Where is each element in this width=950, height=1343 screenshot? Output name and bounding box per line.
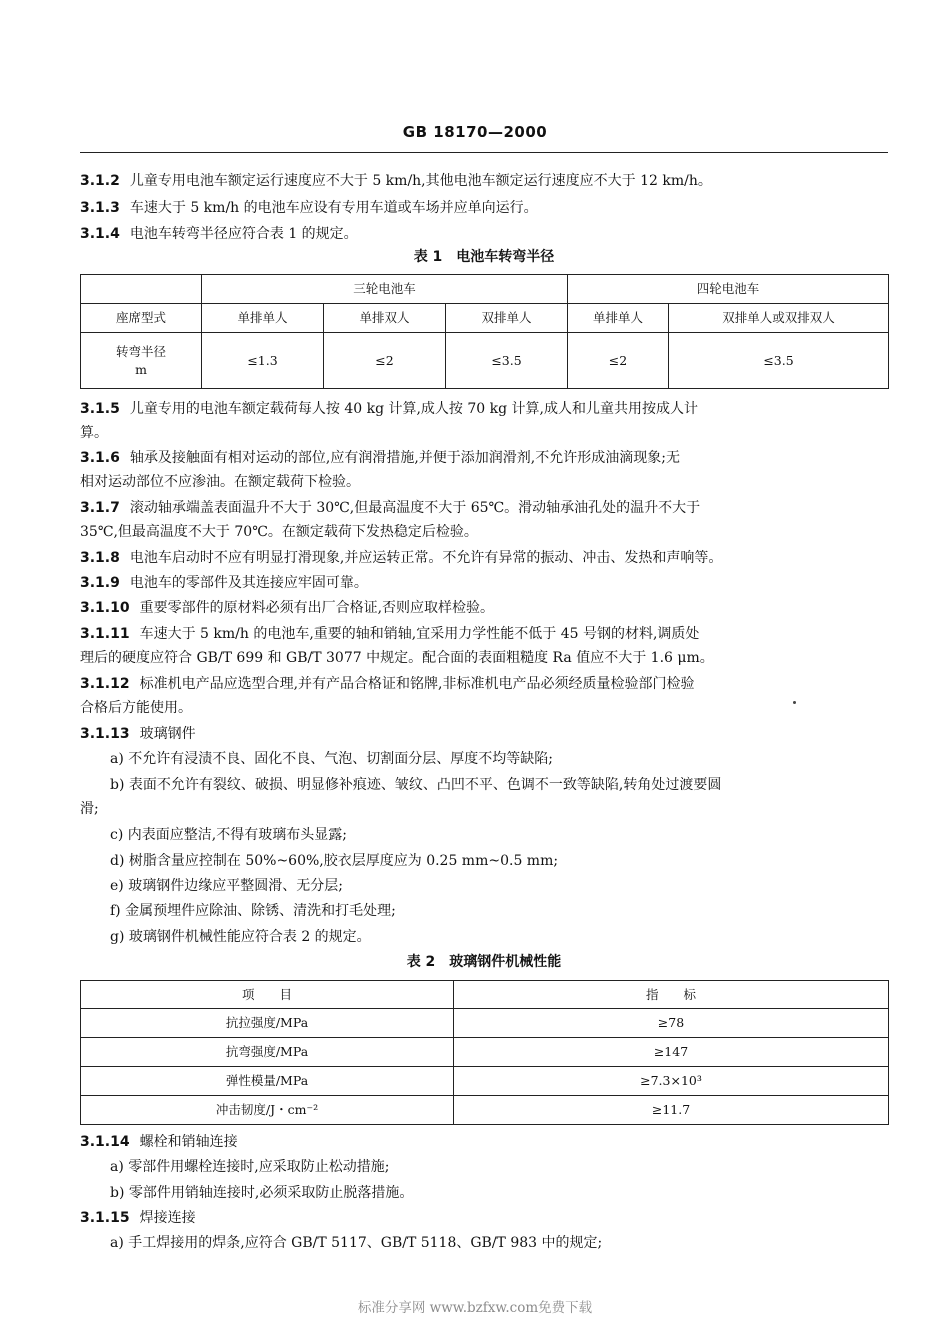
- clause-3-1-13-item-c: c) 内表面应整洁,不得有玻璃布头显露;: [110, 827, 347, 843]
- clause-3-1-5-cont: 算。: [80, 425, 108, 441]
- clause-3-1-15-item-a: a) 手工焊接用的焊条,应符合 GB/T 5117、GB/T 5118、GB/T 983 中的规定;: [110, 1235, 603, 1251]
- table2-value: ≥147: [454, 1038, 889, 1067]
- frp-mechanical-properties-table: [80, 980, 889, 1125]
- table1-row-header: 座席型式: [81, 304, 202, 333]
- clause-3-1-7-cont: 35℃,但最高温度不大于 70℃。在额定载荷下发热稳定后检验。: [80, 524, 478, 540]
- download-watermark-footer: 标准分享网 www.bzfxw.com免费下载: [357, 1300, 593, 1316]
- table2-value: ≥11.7: [454, 1096, 889, 1125]
- clause-3-1-13-item-e: e) 玻璃钢件边缘应平整圆滑、无分层;: [110, 878, 343, 894]
- table1-title: 表 1 电池车转弯半径: [413, 249, 555, 265]
- clause-3-1-13-item-b-cont: 滑;: [80, 801, 99, 817]
- clause-3-1-12-cont: 合格后方能使用。: [80, 700, 192, 716]
- table2-value: ≥7.3×10³: [454, 1067, 889, 1096]
- table1-value: ≤3.5: [669, 333, 889, 389]
- table1-col: 单排双人: [324, 304, 446, 333]
- empty-header-cell: [81, 275, 202, 304]
- turning-radius-table: [80, 274, 889, 389]
- clause-3-1-13-item-g: g) 玻璃钢件机械性能应符合表 2 的规定。: [110, 929, 371, 945]
- clause-3-1-6-cont: 相对运动部位不应渗油。在额定载荷下检验。: [80, 474, 360, 490]
- table1-value: ≤2: [568, 333, 669, 389]
- clause-3-1-5: 3.1.5 儿童专用的电池车额定载荷每人按 40 kg 计算,成人按 70 kg 计算,成人和儿童共用按成人计: [80, 401, 698, 417]
- clause-3-1-13-item-d: d) 树脂含量应控制在 50%~60%,胶衣层厚度应为 0.25 mm~0.5 mm;: [110, 853, 559, 869]
- clause-3-1-6: 3.1.6 轴承及接触面有相对运动的部位,应有润滑措施,并便于添加润滑剂,不允许形成油滴现象;无: [80, 450, 680, 466]
- table1-row-label: 转弯半径: [115, 343, 166, 359]
- table1-group-four-wheel: 四轮电池车: [568, 275, 889, 304]
- table2-value: ≥78: [454, 1009, 889, 1038]
- clause-3-1-8: 3.1.8 电池车启动时不应有明显打滑现象,并应运转正常。不允许有异常的振动、冲击、发热和声响等。: [80, 550, 723, 566]
- clause-3-1-11-cont: 理后的硬度应符合 GB/T 699 和 GB/T 3077 中规定。配合面的表面粗糙度 Ra 值应不大于 1.6 μm。: [80, 650, 714, 666]
- table1-row-label-cell: [81, 333, 202, 389]
- clause-3-1-7: 3.1.7 滚动轴承端盖表面温升不大于 30℃,但最高温度不大于 65℃。滑动轴承油孔处的温升不大于: [80, 500, 701, 516]
- header-divider: [80, 152, 888, 153]
- clause-3-1-12: 3.1.12 标准机电产品应选型合理,并有产品合格证和铭牌,非标准机电产品必须经质量检验部门检验: [80, 676, 695, 692]
- table2-col-item: 项 目: [81, 981, 454, 1009]
- table1-group-three-wheel: 三轮电池车: [202, 275, 568, 304]
- clause-3-1-13: 3.1.13 玻璃钢件: [80, 726, 196, 742]
- standard-code-header: GB 18170—2000: [402, 123, 548, 141]
- clause-3-1-2: 3.1.2 儿童专用电池车额定运行速度应不大于 5 km/h,其他电池车额定运行速度应不大于 12 km/h。: [80, 173, 712, 189]
- table1-col: 单排单人: [202, 304, 324, 333]
- table1-col: 双排单人或双排双人: [669, 304, 889, 333]
- table2-item: 冲击韧度/J・cm⁻²: [81, 1096, 454, 1125]
- table1-value: ≤1.3: [202, 333, 324, 389]
- clause-3-1-13-item-b: b) 表面不允许有裂纹、破损、明显修补痕迹、皱纹、凸凹不平、色调不一致等缺陷,转角处过渡要圆: [110, 777, 722, 793]
- clause-3-1-10: 3.1.10 重要零部件的原材料必须有出厂合格证,否则应取样检验。: [80, 600, 495, 616]
- table2-col-value: 指 标: [454, 981, 889, 1009]
- clause-3-1-13-item-a: a) 不允许有浸渍不良、固化不良、气泡、切割面分层、厚度不均等缺陷;: [110, 751, 553, 767]
- clause-3-1-14-item-b: b) 零部件用销轴连接时,必须采取防止脱落措施。: [110, 1185, 414, 1201]
- clause-3-1-15: 3.1.15 焊接连接: [80, 1210, 196, 1226]
- table1-value: ≤2: [324, 333, 446, 389]
- clause-3-1-13-item-f: f) 金属预埋件应除油、除锈、清洗和打毛处理;: [110, 903, 396, 919]
- table2-title: 表 2 玻璃钢件机械性能: [406, 954, 562, 970]
- clause-3-1-3: 3.1.3 车速大于 5 km/h 的电池车应设有专用车道或车场并应单向运行。: [80, 200, 538, 216]
- scan-speck: [793, 701, 796, 704]
- table1-value: ≤3.5: [446, 333, 568, 389]
- table2-item: 弹性模量/MPa: [81, 1067, 454, 1096]
- clause-3-1-14: 3.1.14 螺栓和销轴连接: [80, 1134, 238, 1150]
- table1-row-unit: m: [135, 361, 147, 377]
- table1-col: 单排单人: [568, 304, 669, 333]
- table2-item: 抗拉强度/MPa: [81, 1009, 454, 1038]
- table2-item: 抗弯强度/MPa: [81, 1038, 454, 1067]
- table1-col: 双排单人: [446, 304, 568, 333]
- clause-3-1-11: 3.1.11 车速大于 5 km/h 的电池车,重要的轴和销轴,宜采用力学性能不低于 45 号钢的材料,调质处: [80, 626, 700, 642]
- clause-3-1-14-item-a: a) 零部件用螺栓连接时,应采取防止松动措施;: [110, 1159, 390, 1175]
- clause-3-1-4: 3.1.4 电池车转弯半径应符合表 1 的规定。: [80, 226, 358, 242]
- clause-3-1-9: 3.1.9 电池车的零部件及其连接应牢固可靠。: [80, 575, 368, 591]
